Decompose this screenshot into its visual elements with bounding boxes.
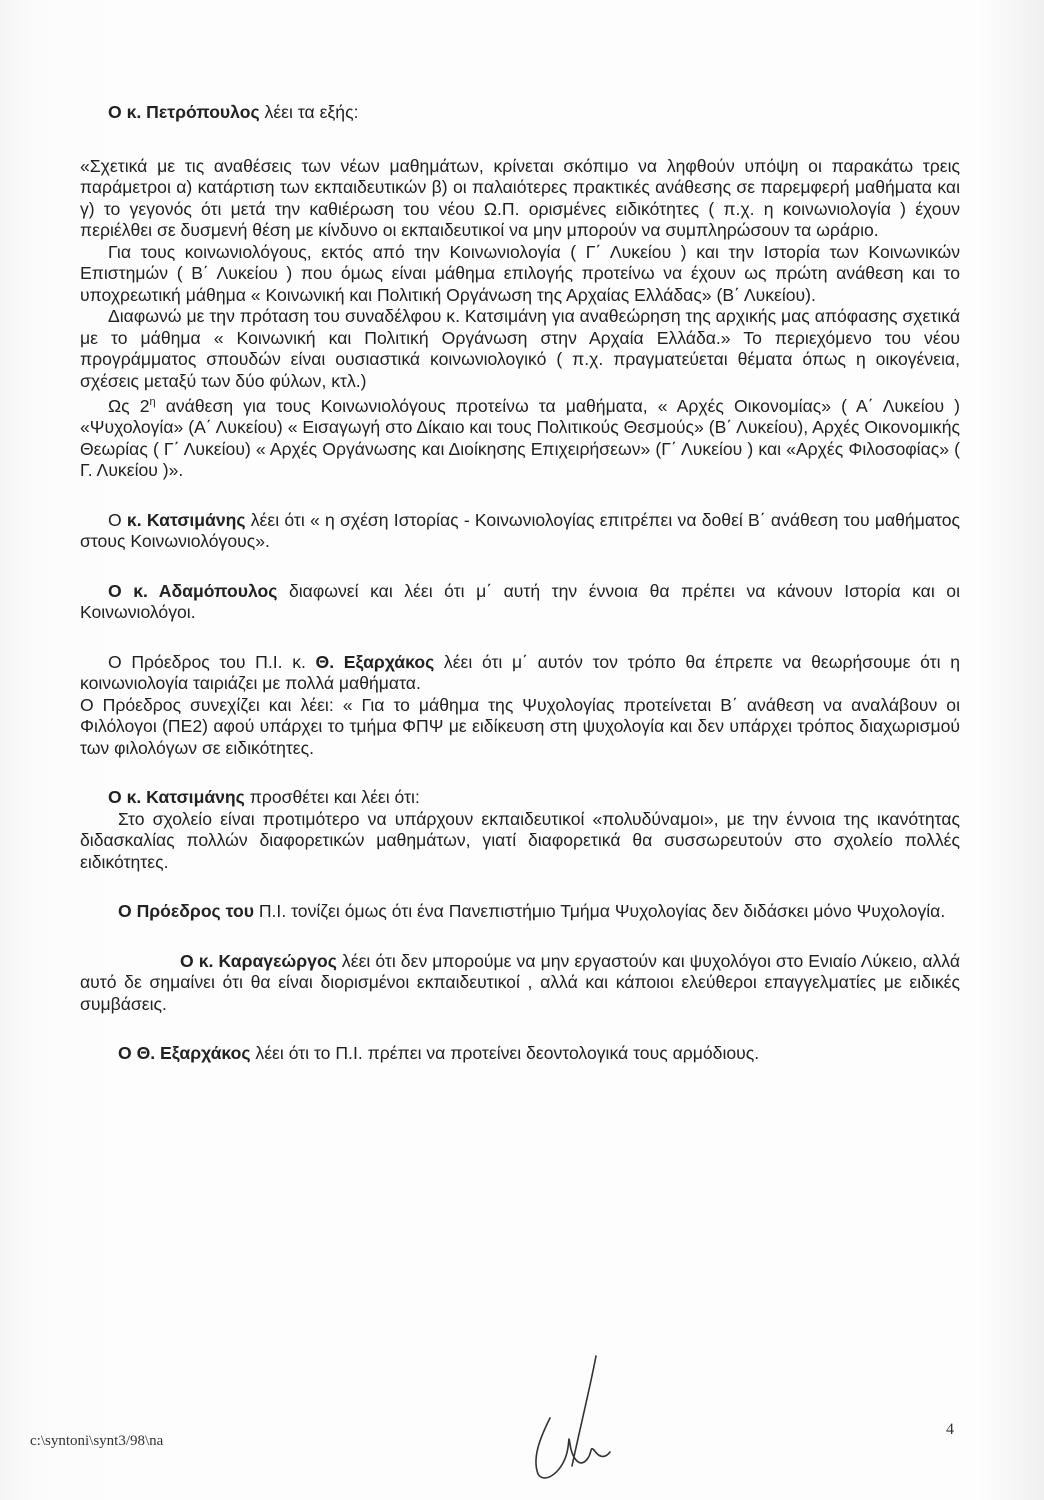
paragraph-text: λέει ότι το Π.Ι. πρέπει να προτείνει δεοντολογικά τους αρμόδιους.	[250, 1043, 760, 1064]
paragraph-text: Π.Ι. τονίζει όμως ότι ένα Πανεπιστήμιο Τμήμα Ψυχολογίας δεν διδάσκει μόνο Ψυχολογία.	[253, 901, 946, 922]
speaker-name: Ο Πρόεδρος του	[118, 901, 254, 922]
speaker-name: Ο κ. Κατσιμάνης	[108, 787, 245, 808]
speaker-name: Θ. Εξαρχάκος	[315, 651, 435, 672]
handwritten-signature-icon	[510, 1348, 620, 1488]
paragraph-text: προσθέτει και λέει ότι:	[244, 787, 420, 808]
speaker-name: κ. Κατσιμάνης	[126, 509, 246, 530]
speaker-name: Ο Θ. Εξαρχάκος	[118, 1043, 251, 1064]
paragraph-text: ανάθεση για τους Κοινωνιολόγους προτείνω τα μαθήματα, « Αρχές Οικονομίας» ( Α΄ Λυκείου ) «Ψυχολογία» (Α΄ Λυκείου) « Εισαγωγή στο Δίκαιο και τους Πολιτικούς Θεσμούς» (Β΄ Λυκείου), Αρχές Οικονομικής Θεωρίας ( Γ΄ Λυκείου) « Αρχές Οργάνωσης και Διοίκησης Επιχειρήσεων» (Γ΄ Λυκείου ) και «Αρχές Φιλοσοφίας» ( Γ. Λυκείου )».	[80, 395, 961, 481]
paragraph-text: λέει τα εξής:	[259, 102, 359, 122]
speaker-name: Ο κ. Αδαμόπουλος	[108, 580, 278, 601]
paragraph-president-university	[80, 901, 960, 923]
paragraph-president-psychology: Ο Πρόεδρος συνεχίζει και λέει: « Για το μάθημα της Ψυχολογίας προτείνεται Β΄ ανάθεση να αναλάβουν οι Φιλόλογοι (ΠΕ2) αφού υπάρχει το τμήμα ΦΠΨ με ειδίκευση στη ψυχολογία και δεν υπάρχει τρόπος διαχωρισμού των φιλολόγων σε ειδικότητες.	[80, 694, 960, 758]
paragraph-second-assignment	[80, 392, 960, 482]
paragraph-petropoulos-intro	[80, 102, 960, 124]
paragraph-president-exarchakos	[80, 652, 960, 695]
paragraph-text: λέει ότι δεν μπορούμε να μην εργαστούν και ψυχολόγοι στο Ενιαίο Λύκειο, αλλά αυτό δε σημαίνει ότι θα είναι διορισμένοι εκπαιδευτικοί , αλλά και κάποιοι ελεύθεροι επαγγελματίες με ειδικές συμβάσεις.	[80, 950, 961, 1014]
paragraph-text: διαφωνεί και λέει ότι μ΄ αυτή την έννοια θα πρέπει να κάνουν Ιστορία και οι Κοινωνιολόγοι.	[80, 580, 960, 623]
paragraph-petropoulos-statement: «Σχετικά με τις αναθέσεις των νέων μαθημάτων, κρίνεται σκόπιμο να ληφθούν υπόψη οι παρακάτω τρεις παράμετροι α) κατάρτιση των εκπαιδευτικών β) οι παλαιότερες πρακτικές ανάθεσης σε παρεμφερή μαθήματα και γ) το γεγονός ότι μετά την καθιέρωση του νέου Ω.Π. ορισμένες ειδικότητες ( π.χ. η κοινωνιολογία ) έχουν περιέλθει σε δυσμενή θέση με κίνδυνο οι εκπαιδευτικοί να μην μπορούν να συμπληρώσουν τα ωράριο.	[80, 155, 960, 240]
paragraph-exarchakos-deontology	[80, 1043, 960, 1065]
paragraph-text: λέει ότι « η σχέση Ιστορίας - Κοινωνιολογίας επιτρέπει να δοθεί Β΄ ανάθεση του μαθήματος στους Κοινωνιολόγους».	[80, 509, 960, 552]
paragraph-sociologists: Για τους κοινωνιολόγους, εκτός από την Κοινωνιολογία ( Γ΄ Λυκείου ) και την Ιστορία των Κοινωνικών Επιστημών ( Β΄ Λυκείου ) που όμως είναι μάθημα επιλογής προτείνω να έχουν ως πρώτη ανάθεση και το υποχρεωτική μάθημα « Κοινωνική και Πολιτική Οργάνωση της Αρχαίας Ελλάδας» (Β΄ Λυκείου).	[80, 241, 960, 305]
paragraph-adamopoulos	[80, 581, 960, 624]
paragraph-multipurpose-teachers: Στο σχολείο είναι προτιμότερο να υπάρχουν εκπαιδευτικοί «πολυδύναμοι», με την έννοια της ικανότητας διδασκαλίας πολλών διαφορετικών μαθημάτων, γιατί διαφορετικά θα συσσωρευτούν στο σχολείο πολλές ειδικότητες.	[80, 808, 960, 872]
document-body	[80, 102, 960, 1065]
footer-file-path: c:\syntoni\synt3/98\na	[30, 1433, 164, 1449]
paragraph-katsimanis-history	[80, 510, 960, 553]
page-number: 4	[946, 1421, 954, 1438]
speaker-name: Ο κ. Πετρόπουλος	[108, 102, 260, 122]
paragraph-karageorgos	[80, 951, 960, 1016]
paragraph-text: λέει ότι μ΄ αυτόν τον τρόπο θα έπρεπε να θεωρήσουμε ότι η κοινωνιολογία ταιριάζει με πολλά μαθήματα.	[80, 651, 960, 694]
paragraph-text: Ο	[108, 509, 127, 530]
paragraph-text: Ως 2	[108, 395, 150, 416]
paragraph-disagreement: Διαφωνώ με την πρόταση του συναδέλφου κ. Κατσιμάνη για αναθεώρηση της αρχικής μας απόφασης σχετικά με το μάθημα « Κοινωνική και Πολιτική Οργάνωση στην Αρχαία Ελλάδα.» Το περιεχόμενο του νέου προγράμματος σπουδών είναι ουσιαστικά κοινωνιολογικό ( π.χ. πραγματεύεται θέματα όπως η οικογένεια, σχέσεις μεταξύ των δύο φύλων, κτλ.)	[80, 306, 960, 391]
paragraph-text: Ο Πρόεδρος του Π.Ι. κ.	[108, 651, 316, 672]
superscript: η	[149, 396, 156, 408]
paragraph-katsimanis-adds	[80, 787, 960, 809]
speaker-name: Ο κ. Καραγεώργος	[180, 950, 337, 971]
